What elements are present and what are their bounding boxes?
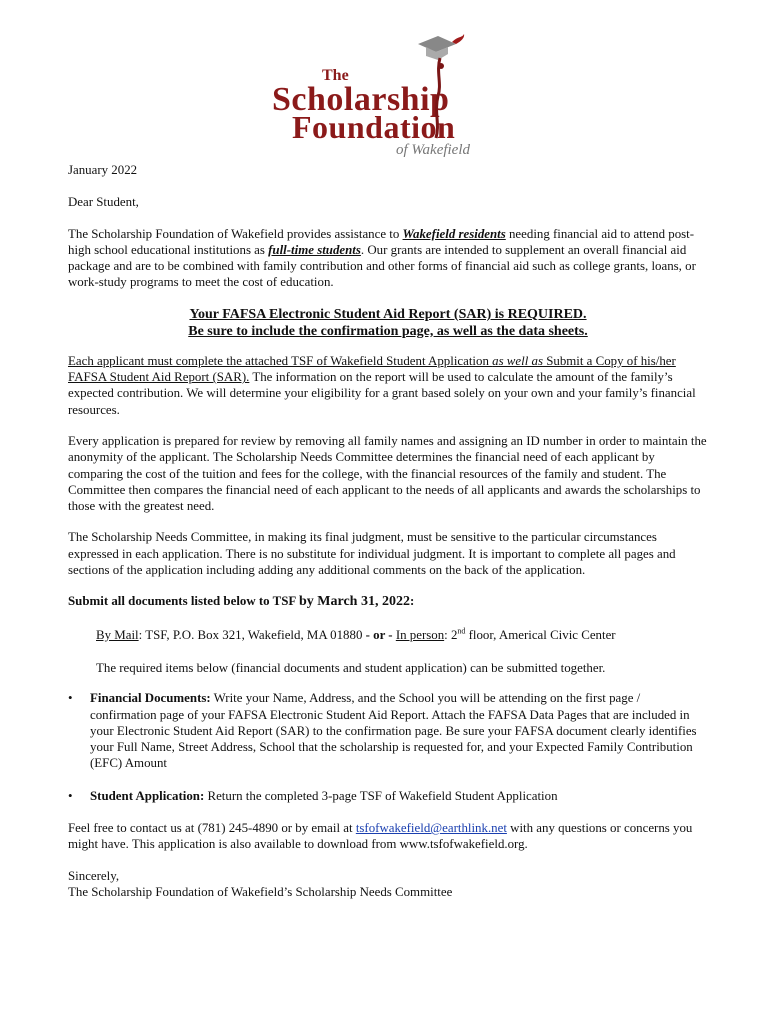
- svg-text:Scholarship: Scholarship: [272, 81, 450, 118]
- bullet-icon: •: [68, 788, 73, 803]
- list-item-student-application: [68, 788, 708, 804]
- in-person-text-2: floor, Americal Civic Center: [465, 627, 616, 642]
- intro-paragraph: [68, 226, 708, 291]
- confirmation-page-heading: Be sure to include the confirmation page, as well as the data sheets.: [188, 323, 588, 339]
- student-application-label: Student Application:: [90, 788, 205, 803]
- letter-date: January 2022: [68, 163, 138, 177]
- foundation-logo: [270, 32, 502, 162]
- or-separator: - or -: [365, 627, 396, 642]
- as-well-as-emphasis: as well as: [492, 353, 543, 368]
- intro-text-3: . Our grants are intended to supplement an overall financial aid package and are to be combined with family contribution and other forms of financial aid such as college grants, loans, or work-study programs to meet the cost of education.: [68, 242, 696, 290]
- submit-text: Submit all documents listed below to TSF: [68, 594, 299, 609]
- fafsa-notice: [68, 306, 708, 340]
- financial-documents-label: Financial Documents:: [90, 691, 211, 706]
- by-mail-label: By Mail: [96, 627, 139, 642]
- submit-together-note: The required items below (financial documents and student application) can be submitted together.: [96, 660, 606, 675]
- deadline-date: by March 31, 2022: [299, 594, 410, 610]
- email-link[interactable]: tsfofwakefield@earthlink.net: [355, 821, 507, 836]
- in-person-label: In person: [395, 627, 445, 642]
- financial-documents-text: Write your Name, Address, and the School you will be attending on the first page / confirmation page of your FAFSA Electronic Student Aid Report. Attach the FAFSA Data Pages that are included in your Electronic Student Aid Report (SAR) to the confirmation page. Be sure your FAFSA document clearly identifies your Full Name, Street Address, School that the scholarship is requested for, and your Expected Family Contribution (EFC) Amount: [90, 691, 697, 771]
- submit-heading: [68, 593, 708, 610]
- application-text-3: The information on the report will be used to calculate the amount of the family’s expected contribution. We will determine your eligibility for a grant based solely on your own and your family’s financial resources.: [68, 370, 696, 417]
- anonymity-paragraph: Every application is prepared for review by removing all family names and assigning an ID number in order to maintain the anonymity of the applicant. The Scholarship Needs Committee determines the financial need of each applicant by comparing the cost of the tuition and fees for the college, with the financial resources of the family and student. The Committee then compares the financial need of each applicant to the needs of all applicants and awards the scholarships to those with the greatest need.: [68, 433, 707, 514]
- submit-colon: :: [409, 594, 415, 609]
- application-paragraph: [68, 353, 708, 418]
- judgment-paragraph: The Scholarship Needs Committee, in making its final judgment, must be sensitive to the particular circumstances expressed in each application. There is no substitute for individual judgment. It is important to complete all pages and sections of the application including adding any additional comments on the back of the application.: [68, 530, 676, 578]
- intro-text-2: needing financial aid to attend post-high school educational institutions as: [68, 226, 695, 257]
- full-time-students-emphasis: full-time students: [268, 242, 361, 257]
- foundation-logo-graphic: [270, 32, 502, 162]
- closing: Sincerely,: [68, 868, 120, 883]
- salutation: Dear Student,: [68, 195, 139, 210]
- wakefield-residents-emphasis: Wakefield residents: [402, 226, 506, 241]
- bullet-icon: •: [68, 691, 73, 706]
- svg-text:Foundation: Foundation: [292, 109, 456, 145]
- application-text-1: Each applicant must complete the attached TSF of Wakefield Student Application: [68, 353, 493, 368]
- svg-text:The: The: [322, 67, 349, 84]
- contact-text-1: Feel free to contact us at (781) 245-4890 or by email at: [68, 821, 356, 836]
- mail-address: : TSF, P.O. Box 321, Wakefield, MA 01880: [138, 627, 366, 642]
- svg-text:of Wakefield: of Wakefield: [396, 142, 471, 158]
- submission-methods: [68, 627, 708, 643]
- application-text-2: Submit a Copy of his/her FAFSA Student Aid Report (SAR).: [68, 353, 676, 385]
- fafsa-required-heading: Your FAFSA Electronic Student Aid Report (SAR) is REQUIRED.: [189, 306, 587, 322]
- signature: The Scholarship Foundation of Wakefield’s Scholarship Needs Committee: [68, 884, 453, 899]
- graduation-cap-icon: [418, 34, 464, 60]
- intro-text-1: The Scholarship Foundation of Wakefield provides assistance to: [68, 226, 403, 241]
- required-items-list: [68, 690, 708, 804]
- contact-text-2: with any questions or concerns you might have. This application is also available to download from www.tsfofwakefield.org.: [68, 821, 693, 852]
- student-application-text: Return the completed 3-page TSF of Wakefield Student Application: [204, 788, 558, 803]
- letter-body: [68, 162, 708, 900]
- floor-ordinal: nd: [457, 626, 466, 636]
- list-item-financial-documents: [68, 690, 708, 771]
- in-person-text-1: : 2: [444, 627, 458, 642]
- contact-paragraph: [68, 820, 708, 853]
